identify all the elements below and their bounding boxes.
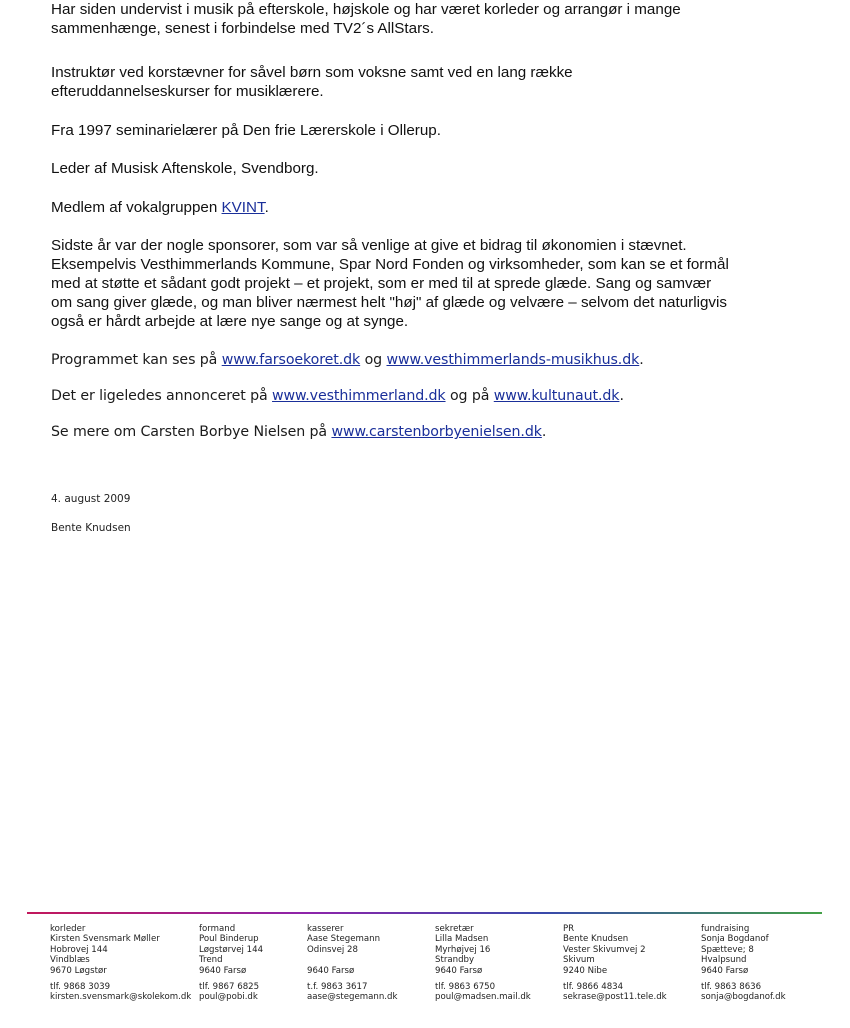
paragraph-line: Sidste år var der nogle sponsorer, som var så venlige at give et bidrag til økonomien i stævnet. (51, 237, 687, 254)
footer-city: 9640 Farsø (701, 965, 749, 976)
paragraph-sponsors (51, 236, 821, 331)
program-text: Programmet kan ses på (51, 352, 222, 368)
footer-address (307, 955, 397, 965)
announce-suffix: . (619, 388, 624, 404)
footer-column-sekretaer (435, 924, 531, 1003)
paragraph-instructor (51, 63, 821, 101)
footer-column-pr (563, 924, 667, 1003)
more-suffix: . (541, 424, 547, 440)
footer-address: Trend (199, 955, 223, 966)
footer-name: Poul Binderup (199, 934, 259, 945)
announce-line (51, 387, 821, 406)
footer-name: Aase Stegemann (307, 934, 381, 945)
paragraph-leader (51, 159, 821, 178)
footer-email: aase@stegemann.dk (307, 992, 398, 1003)
footer-address: Spætteve; 8 (701, 944, 754, 955)
footer-role: kasserer (307, 924, 344, 934)
announce-mid: og på (445, 388, 494, 404)
paragraph-experience (51, 0, 821, 38)
paragraph-line: også er hårdt arbejde at lære nye sange og at synge. (51, 313, 409, 330)
footer-email: sonja@bogdanof.dk (701, 992, 786, 1003)
footer-name: Sonja Bogdanof (701, 934, 769, 945)
footer-name: Kirsten Svensmark Møller (50, 934, 160, 945)
musikhus-link[interactable]: www.vesthimmerlands-musikhus.dk (386, 352, 640, 368)
program-mid: og (360, 352, 387, 368)
member-text: Medlem af vokalgruppen (51, 199, 222, 216)
footer-phone: tlf. 9868 3039 (50, 981, 111, 992)
letter-date: 4. august 2009 (51, 493, 131, 505)
footer-city: 9640 Farsø (199, 965, 247, 976)
footer-phone: t.f. 9863 3617 (307, 981, 368, 992)
footer-role: sekretær (435, 924, 474, 934)
member-suffix: . (264, 199, 269, 216)
footer-phone: tlf. 9867 6825 (199, 981, 260, 992)
paragraph-line: Leder af Musisk Aftenskole, Svendborg. (51, 160, 319, 177)
paragraph-line: med at støtte et sådant godt projekt – et projekt, som er med til at sprede glæde. Sang og samvær (51, 275, 712, 292)
kultunaut-link[interactable]: www.kultunaut.dk (493, 388, 620, 404)
letter-author: Bente Knudsen (51, 522, 131, 534)
footer-email: sekrase@post11.tele.dk (563, 992, 667, 1003)
footer-address: Vester Skivumvej 2 (563, 944, 646, 955)
footer-address: Skivum (563, 955, 595, 966)
paragraph-member (51, 198, 821, 217)
paragraph-line: om sang giver glæde, og man bliver nærmest helt "høj" af glæde og velvære – selvom det naturligvis (51, 294, 727, 311)
footer-divider (27, 912, 822, 914)
footer-email: kirsten.svensmark@skolekom.dk (50, 992, 192, 1003)
paragraph-line: Eksempelvis Vesthimmerlands Kommune, Spar Nord Fonden og virksomheder, som kan se et formål (51, 256, 729, 273)
announce-text: Det er ligeledes annonceret på (51, 388, 273, 404)
footer-role: formand (199, 924, 236, 934)
footer-column-fundraising (701, 924, 786, 1003)
footer-address: Hobrovej 144 (50, 944, 108, 955)
carsten-link[interactable]: www.carstenborbyenielsen.dk (331, 424, 542, 440)
footer-role: fundraising (701, 924, 750, 934)
paragraph-seminar (51, 121, 821, 140)
more-text: Se mere om Carsten Borbye Nielsen på (51, 424, 332, 440)
footer-email: poul@madsen.mail.dk (435, 992, 531, 1003)
footer-address: Hvalpsund (701, 955, 747, 966)
vesthimmerland-link[interactable]: www.vesthimmerland.dk (272, 388, 446, 404)
footer-address: Odinsvej 28 (307, 944, 358, 955)
footer-phone: tlf. 9863 8636 (701, 981, 762, 992)
footer-address: Myrhøjvej 16 (435, 944, 491, 955)
paragraph-line: Fra 1997 seminarielærer på Den frie Lærerskole i Ollerup. (51, 122, 441, 139)
footer-column-kasserer (307, 924, 397, 1003)
footer-city: 9670 Løgstør (50, 965, 107, 976)
footer-name: Bente Knudsen (563, 934, 629, 945)
program-suffix: . (639, 352, 644, 368)
footer-address: Vindblæs (50, 955, 90, 966)
footer-role: PR (563, 924, 575, 934)
farsoekoret-link[interactable]: www.farsoekoret.dk (221, 352, 361, 368)
footer-phone: tlf. 9863 6750 (435, 981, 496, 992)
paragraph-line: sammenhænge, senest i forbindelse med TV2´s AllStars. (51, 20, 434, 37)
footer-role: korleder (50, 924, 86, 934)
footer-address: Løgstørvej 144 (199, 944, 264, 955)
more-line (51, 423, 821, 442)
program-line (51, 351, 821, 370)
paragraph-line: efteruddannelseskurser for musiklærere. (51, 83, 324, 100)
kvint-link[interactable]: KVINT (221, 199, 265, 216)
footer-email: poul@pobi.dk (199, 992, 258, 1003)
footer-name: Lilla Madsen (435, 934, 489, 945)
footer-column-korleder (50, 924, 191, 1003)
footer-phone: tlf. 9866 4834 (563, 981, 624, 992)
footer-city: 9640 Farsø (307, 965, 355, 976)
footer-city: 9640 Farsø (435, 965, 483, 976)
paragraph-line: Har siden undervist i musik på efterskole, højskole og har været korleder og arrangør i mange (51, 1, 681, 18)
footer-city: 9240 Nibe (563, 965, 608, 976)
footer-column-formand (199, 924, 263, 1003)
paragraph-line: Instruktør ved korstævner for såvel børn som voksne samt ved en lang række (51, 64, 573, 81)
paragraph-line (51, 198, 821, 217)
footer-address: Strandby (435, 955, 475, 966)
